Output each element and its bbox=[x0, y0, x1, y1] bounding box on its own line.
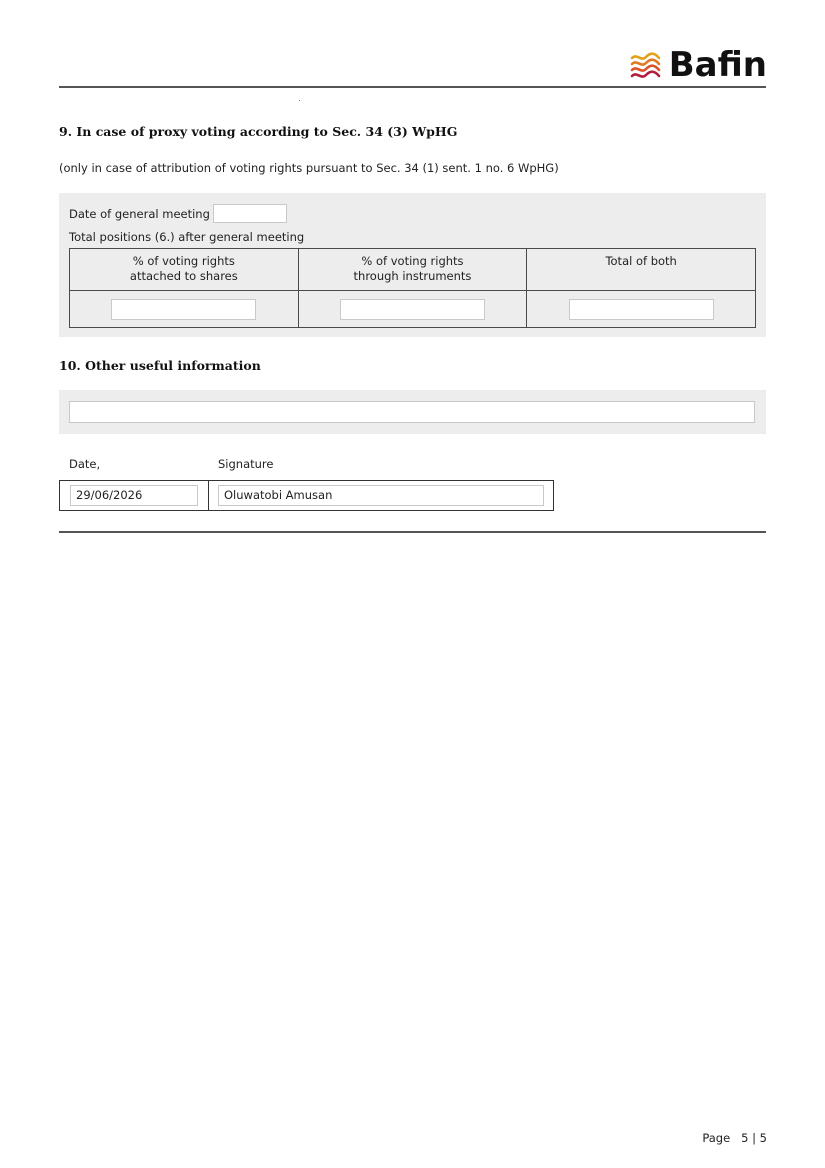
column-header-line: through instruments bbox=[353, 269, 472, 283]
date-label: Date, bbox=[69, 457, 101, 471]
voting-rights-instruments-field[interactable] bbox=[340, 299, 485, 320]
column-header-line: Total of both bbox=[605, 254, 677, 268]
column-header-instruments bbox=[298, 249, 527, 291]
total-positions-table bbox=[69, 248, 756, 328]
general-meeting-date-field[interactable] bbox=[213, 204, 287, 223]
logo-text: Bafin bbox=[668, 45, 767, 85]
table-header-row bbox=[70, 249, 756, 291]
other-information-field[interactable] bbox=[69, 401, 755, 423]
bafin-wave-icon bbox=[629, 49, 661, 81]
date-field[interactable]: 29/06/2026 bbox=[70, 485, 198, 506]
total-positions-label: Total positions (6.) after general meeting bbox=[69, 230, 305, 244]
proxy-voting-panel bbox=[59, 193, 766, 337]
total-of-both-field[interactable] bbox=[569, 299, 714, 320]
section-10-title: 10. Other useful information bbox=[59, 358, 261, 373]
column-header-shares bbox=[70, 249, 299, 291]
column-header-line: % of voting rights bbox=[132, 254, 235, 268]
table-input-row bbox=[70, 291, 756, 328]
other-information-panel bbox=[59, 390, 766, 434]
column-header-line: % of voting rights bbox=[361, 254, 464, 268]
stray-dot bbox=[299, 100, 300, 101]
column-header-line: attached to shares bbox=[129, 269, 238, 283]
content-end-divider bbox=[59, 531, 766, 533]
page-separator: | bbox=[752, 1131, 757, 1145]
signature-box bbox=[59, 480, 554, 511]
signature-field[interactable]: Oluwatobi Amusan bbox=[218, 485, 544, 506]
voting-rights-shares-field[interactable] bbox=[111, 299, 256, 320]
section-9-note: (only in case of attribution of voting rights pursuant to Sec. 34 (1) sent. 1 no. 6 WpHG) bbox=[59, 161, 559, 175]
section-9-title: 9. In case of proxy voting according to Sec. 34 (3) WpHG bbox=[59, 124, 458, 139]
page-total: 5 bbox=[759, 1131, 767, 1145]
header-divider bbox=[59, 86, 766, 88]
bafin-logo bbox=[629, 44, 767, 86]
column-header-total bbox=[527, 249, 756, 291]
page-label: Page bbox=[702, 1131, 731, 1145]
page-number bbox=[702, 1131, 767, 1145]
page-current: 5 bbox=[741, 1131, 749, 1145]
signature-label: Signature bbox=[218, 457, 274, 471]
signature-box-divider bbox=[208, 481, 209, 510]
general-meeting-label: Date of general meeting bbox=[69, 207, 210, 221]
